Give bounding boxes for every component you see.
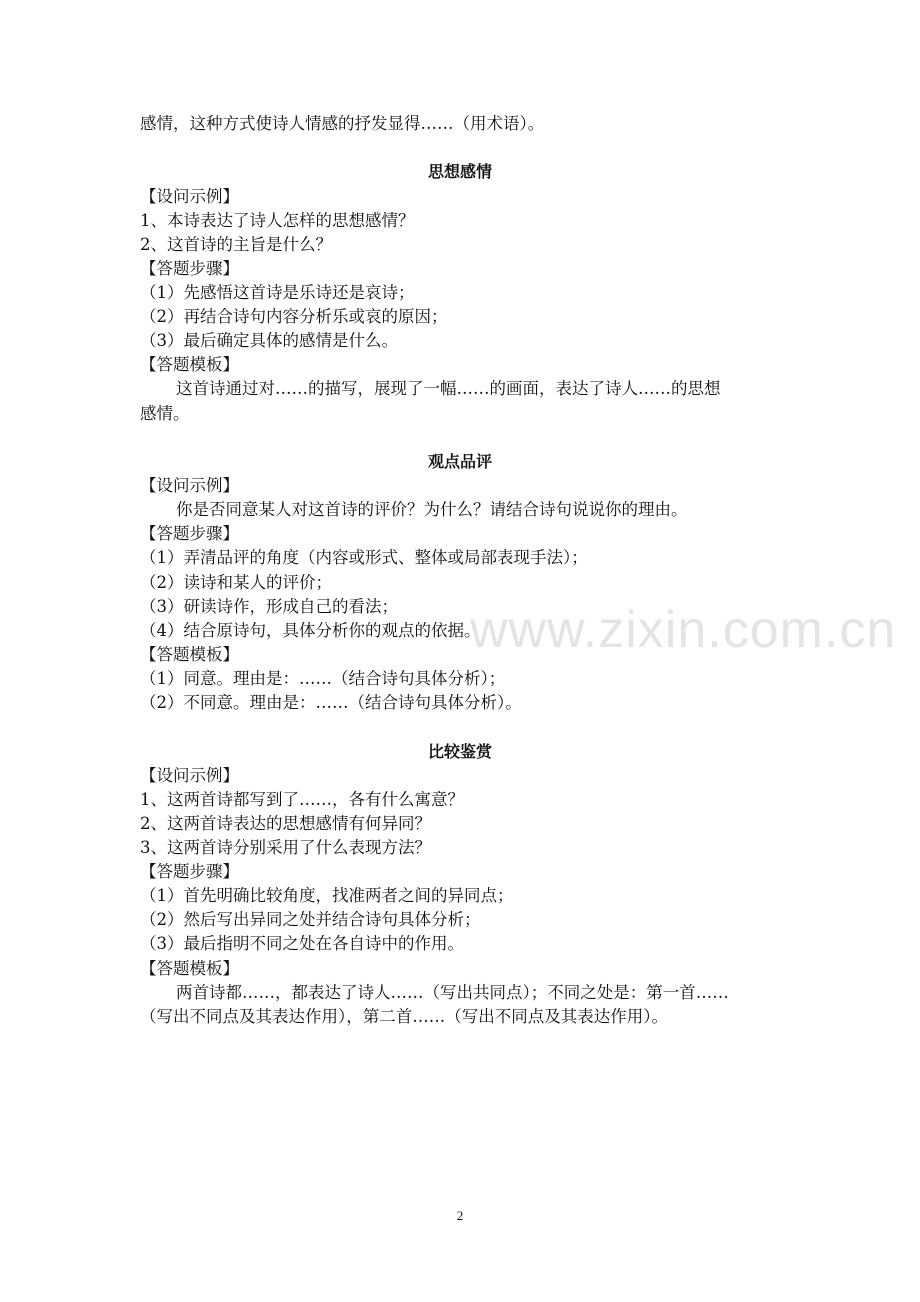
watermark: www.zixin.com.cn [470, 601, 897, 659]
step-item: （3）最后确定具体的感情是什么。 [140, 331, 398, 350]
template-text: （写出不同点及其表达作用），第二首……（写出不同点及其表达作用）。 [140, 1007, 668, 1026]
step-item: （2）然后写出异同之处并结合诗句具体分析； [140, 910, 481, 929]
example-label: 【设问示例】 [140, 187, 239, 206]
template-label: 【答题模板】 [140, 959, 239, 978]
example-item: 2、这两首诗表达的思想感情有何异同？ [140, 814, 431, 833]
example-item: 2、这首诗的主旨是什么？ [140, 235, 332, 254]
template-text: （1）同意。理由是：……（结合诗句具体分析）； [140, 669, 506, 688]
page-number: 2 [456, 1208, 464, 1223]
step-item: （2）读诗和某人的评价； [140, 573, 332, 592]
steps-label: 【答题步骤】 [140, 259, 239, 278]
template-text: （2）不同意。理由是：……（结合诗句具体分析）。 [140, 693, 522, 712]
step-item: （2）再结合诗句内容分析乐或哀的原因； [140, 307, 448, 326]
template-label: 【答题模板】 [140, 355, 239, 374]
step-item: （1）先感悟这首诗是乐诗还是哀诗； [140, 283, 415, 302]
step-item: （3）最后指明不同之处在各自诗中的作用。 [140, 934, 464, 953]
step-item: （4）结合原诗句，具体分析你的观点的依据。 [140, 621, 481, 640]
section-title: 思想感情 [427, 162, 492, 181]
example-item: 1、这两首诗都写到了……，各有什么寓意？ [140, 790, 464, 809]
example-item: 3、这两首诗分别采用了什么表现方法？ [140, 838, 431, 857]
steps-label: 【答题步骤】 [140, 524, 239, 543]
steps-label: 【答题步骤】 [140, 862, 239, 881]
example-text: 你是否同意某人对这首诗的评价？为什么？请结合诗句说说你的理由。 [176, 500, 688, 519]
example-label: 【设问示例】 [140, 476, 239, 495]
example-item: 1、本诗表达了诗人怎样的思想感情？ [140, 211, 415, 230]
step-item: （3）研读诗作，形成自己的看法； [140, 597, 398, 616]
step-item: （1）首先明确比较角度，找准两者之间的异同点； [140, 886, 514, 905]
template-label: 【答题模板】 [140, 645, 239, 664]
section-title: 观点品评 [427, 452, 492, 471]
template-text: 两首诗都……，都表达了诗人……（写出共同点）；不同之处是：第一首…… [176, 983, 729, 1002]
step-item: （1）弄清品评的角度（内容或形式、整体或局部表现手法）； [140, 548, 588, 567]
section-title: 比较鉴赏 [427, 742, 492, 761]
template-text: 这首诗通过对……的描写，展现了一幅……的画面，表达了诗人……的思想 [176, 379, 721, 398]
example-label: 【设问示例】 [140, 766, 239, 785]
intro-line: 感情，这种方式使诗人情感的抒发显得……（用术语）。 [140, 114, 545, 133]
template-text: 感情。 [140, 404, 190, 423]
